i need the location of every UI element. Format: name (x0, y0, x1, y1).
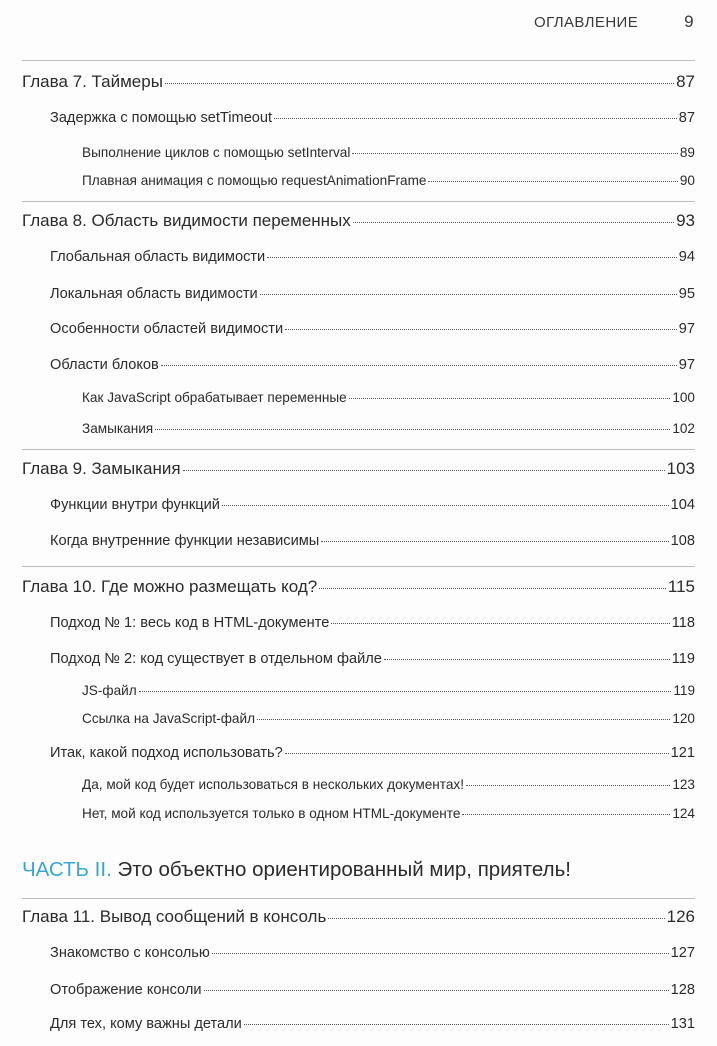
section-rule (22, 60, 695, 61)
toc-page-number: 115 (667, 577, 695, 596)
toc-entry-title: Задержка с помощью setTimeout (50, 110, 273, 126)
toc-entry-title: Глава 11. Вывод сообщений в консоль (22, 907, 327, 926)
leader-dots (139, 691, 672, 692)
toc-page-number: 119 (673, 683, 695, 698)
toc-entry-title: Когда внутренние функции независимы (50, 533, 320, 549)
toc-page-number: 89 (679, 145, 695, 160)
toc-page-number: 104 (670, 497, 695, 513)
leader-dots (183, 470, 665, 471)
toc-entry-title: Локальная область видимости (50, 286, 258, 302)
toc-page-number: 93 (676, 211, 695, 230)
leader-dots (285, 329, 677, 330)
leader-dots (212, 953, 669, 954)
toc-entry-title: Функции внутри функций (50, 497, 220, 513)
toc-page-number: 102 (672, 421, 695, 436)
toc-page-number: 119 (671, 651, 695, 667)
toc-page-number: 95 (678, 286, 695, 302)
leader-dots (353, 222, 674, 223)
leader-dots (161, 365, 677, 366)
toc-page-number: 87 (678, 110, 695, 126)
toc-entry-title: Замыкания (82, 421, 154, 436)
toc-entry-title: Нет, мой код используется только в одном HTML-документе (82, 806, 461, 821)
toc-page-number: 120 (672, 711, 695, 726)
toc-entry-title: Плавная анимация с помощью requestAnimationFrame (82, 173, 427, 188)
toc-entry-title: Глава 10. Где можно размещать код? (22, 577, 318, 596)
leader-dots (319, 588, 666, 589)
toc-entry-title: Итак, какой подход использовать? (50, 745, 283, 761)
toc-page-number: 97 (678, 321, 695, 337)
toc-page-number: 97 (678, 357, 695, 373)
leader-dots (321, 541, 668, 542)
leader-dots (222, 505, 669, 506)
toc-page-number: 87 (676, 72, 695, 91)
toc-page-number: 126 (666, 907, 695, 926)
toc-entry-title: Глобальная область видимости (50, 249, 266, 265)
leader-dots (165, 83, 674, 84)
toc-entry-title: Глава 9. Замыкания (22, 459, 181, 478)
leader-dots (428, 181, 677, 182)
toc-entry-title: Подход № 2: код существует в отдельном файле (50, 651, 382, 667)
running-header (0, 12, 694, 32)
toc-page-number: 128 (670, 982, 695, 998)
toc-page-number: 124 (672, 806, 695, 821)
toc-entry-title: Ссылка на JavaScript-файл (82, 711, 256, 726)
leader-dots (155, 429, 670, 430)
toc-entry-title: Глава 7. Таймеры (22, 72, 163, 91)
leader-dots (462, 814, 670, 815)
section-rule (22, 201, 695, 202)
leader-dots (466, 785, 670, 786)
toc-page-number: 100 (672, 390, 695, 405)
section-rule (22, 449, 695, 450)
toc-page-number: 127 (670, 945, 695, 961)
toc-entry-title: Подход № 1: весь код в HTML-документе (50, 615, 330, 631)
leader-dots (349, 398, 671, 399)
leader-dots (204, 990, 669, 991)
toc-entry-title: JS-файл (82, 683, 137, 698)
toc-page-number: 90 (679, 173, 695, 188)
toc-page-number: 108 (670, 533, 695, 549)
toc-page-number: 123 (672, 777, 695, 792)
header-title: ОГЛАВЛЕНИЕ (534, 14, 639, 31)
toc-page-number: 103 (666, 459, 695, 478)
header-page-number: 9 (684, 12, 694, 31)
toc-page-number: 118 (671, 615, 695, 631)
leader-dots (260, 294, 677, 295)
toc-entry-title: Отображение консоли (50, 982, 202, 998)
toc-entry-title: Знакомство с консолью (50, 945, 210, 961)
leader-dots (328, 918, 664, 919)
part-title: Это объектно ориентированный мир, приятель! (117, 858, 571, 881)
toc-page-number: 94 (678, 249, 695, 265)
section-rule (22, 898, 695, 899)
leader-dots (267, 257, 677, 258)
toc-entry-title: Да, мой код будет использоваться в нескольких документах! (82, 777, 464, 792)
toc-entry-title: Для тех, кому важны детали (50, 1016, 242, 1032)
leader-dots (384, 659, 670, 660)
part-heading (22, 858, 571, 882)
part-label: ЧАСТЬ II. (22, 858, 112, 881)
toc-page-number: 121 (670, 745, 695, 761)
toc-entry-title: Как JavaScript обрабатывает переменные (82, 390, 347, 405)
leader-dots (352, 153, 678, 154)
toc-entry-title: Глава 8. Область видимости переменных (22, 211, 351, 230)
toc-page-number: 131 (670, 1016, 695, 1032)
leader-dots (331, 623, 669, 624)
toc-entry-title: Особенности областей видимости (50, 321, 284, 337)
leader-dots (285, 753, 669, 754)
toc-entry-title: Выполнение циклов с помощью setInterval (82, 145, 351, 160)
section-rule (22, 566, 695, 567)
leader-dots (257, 719, 670, 720)
toc-entry-title: Области блоков (50, 357, 159, 373)
leader-dots (274, 118, 677, 119)
leader-dots (244, 1024, 669, 1025)
